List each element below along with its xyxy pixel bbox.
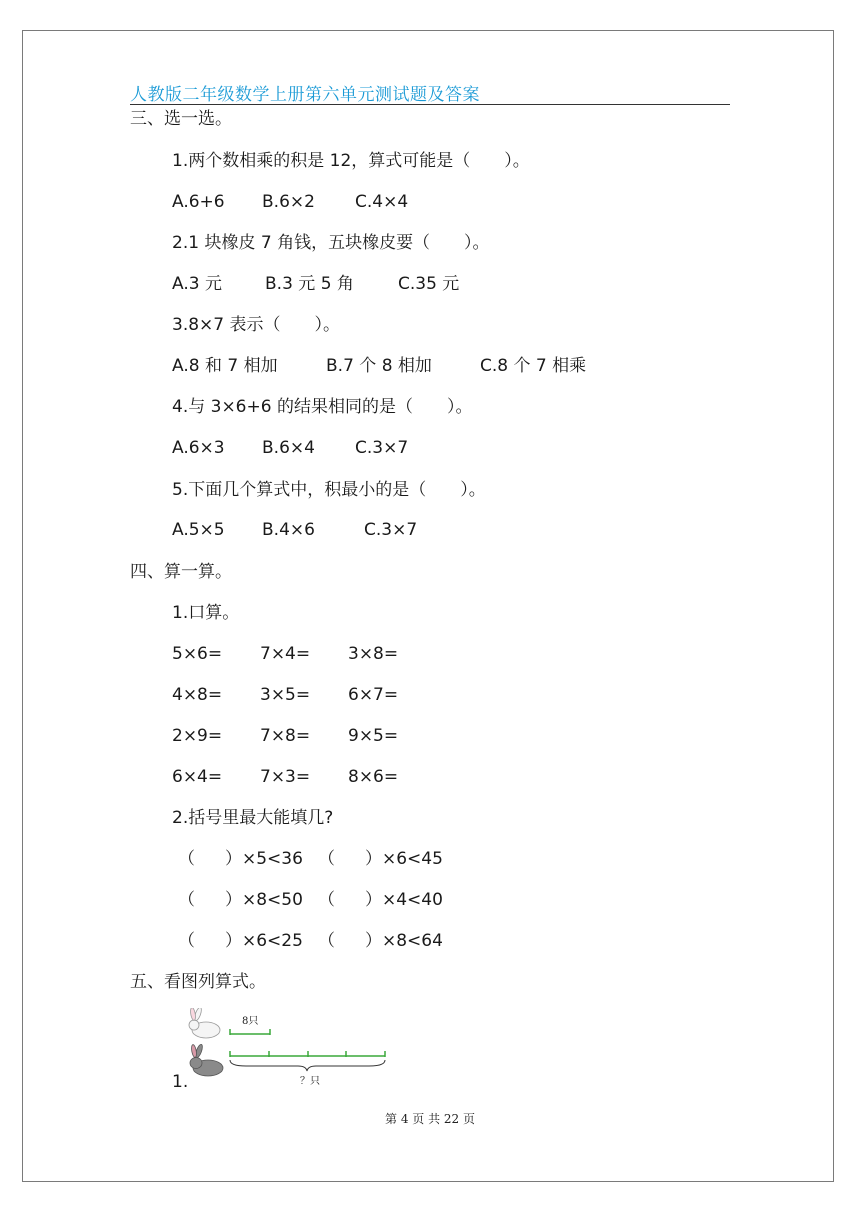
option-3-3-b: B.7 个 8 相加 — [326, 356, 432, 376]
rabbit-diagram — [186, 1008, 396, 1092]
option-3-1-a: A.6+6 — [172, 192, 225, 212]
oral-item: 7×4= — [260, 644, 311, 664]
white-rabbit-icon — [189, 1008, 220, 1038]
oral-item: 3×5= — [260, 685, 311, 705]
option-3-4-c: C.3×7 — [355, 438, 409, 458]
section-3-title: 三、选一选。 — [130, 109, 232, 129]
oral-item: 7×3= — [260, 767, 311, 787]
oral-item: 6×7= — [348, 685, 399, 705]
option-3-1-b: B.6×2 — [262, 192, 315, 212]
fill-blank-title: 2.括号里最大能填几? — [172, 808, 334, 828]
fill-item: （ ）×6<25 — [178, 931, 303, 951]
option-3-2-b: B.3 元 5 角 — [265, 274, 354, 294]
oral-item: 9×5= — [348, 726, 399, 746]
total-label: ？只 — [300, 1076, 320, 1087]
oral-item: 6×4= — [172, 767, 223, 787]
option-3-5-a: A.5×5 — [172, 520, 225, 540]
top-segment-label: 8只 — [242, 1016, 259, 1027]
option-3-1-c: C.4×4 — [355, 192, 409, 212]
section-5-title: 五、看图列算式。 — [130, 972, 266, 992]
oral-item: 4×8= — [172, 685, 223, 705]
fill-item: （ ）×5<36 — [178, 849, 303, 869]
gray-rabbit-segment — [230, 1051, 385, 1057]
option-3-5-b: B.4×6 — [262, 520, 315, 540]
option-3-4-b: B.6×4 — [262, 438, 315, 458]
question-3-3: 3.8×7 表示（ ）。 — [172, 315, 340, 335]
question-3-1: 1.两个数相乘的积是 12，算式可能是（ ）。 — [172, 151, 530, 171]
fill-item: （ ）×8<64 — [318, 931, 443, 951]
option-3-5-c: C.3×7 — [364, 520, 418, 540]
document-header-title: 人教版二年级数学上册第六单元测试题及答案 — [130, 85, 480, 105]
oral-item: 2×9= — [172, 726, 223, 746]
oral-item: 7×8= — [260, 726, 311, 746]
option-3-3-a: A.8 和 7 相加 — [172, 356, 278, 376]
gray-rabbit-icon — [190, 1044, 223, 1076]
option-3-3-c: C.8 个 7 相乘 — [480, 356, 587, 376]
option-3-2-a: A.3 元 — [172, 274, 222, 294]
fill-item: （ ）×4<40 — [318, 890, 443, 910]
section-4-title: 四、算一算。 — [130, 562, 232, 582]
total-brace — [230, 1060, 385, 1071]
question-5-1-label: 1. — [172, 1072, 189, 1092]
question-3-5: 5.下面几个算式中，积最小的是（ ）。 — [172, 480, 486, 500]
option-3-2-c: C.35 元 — [398, 274, 460, 294]
white-rabbit-segment — [230, 1029, 270, 1035]
oral-item: 8×6= — [348, 767, 399, 787]
page-border — [22, 30, 834, 1182]
fill-item: （ ）×6<45 — [318, 849, 443, 869]
oral-item: 3×8= — [348, 644, 399, 664]
header-divider — [130, 104, 730, 105]
page-footer: 第 4 页 共 22 页 — [385, 1112, 475, 1126]
oral-calc-title: 1.口算。 — [172, 603, 240, 623]
question-3-2: 2.1 块橡皮 7 角钱，五块橡皮要（ ）。 — [172, 233, 490, 253]
option-3-4-a: A.6×3 — [172, 438, 225, 458]
fill-item: （ ）×8<50 — [178, 890, 303, 910]
oral-item: 5×6= — [172, 644, 223, 664]
question-3-4: 4.与 3×6+6 的结果相同的是（ ）。 — [172, 397, 473, 417]
